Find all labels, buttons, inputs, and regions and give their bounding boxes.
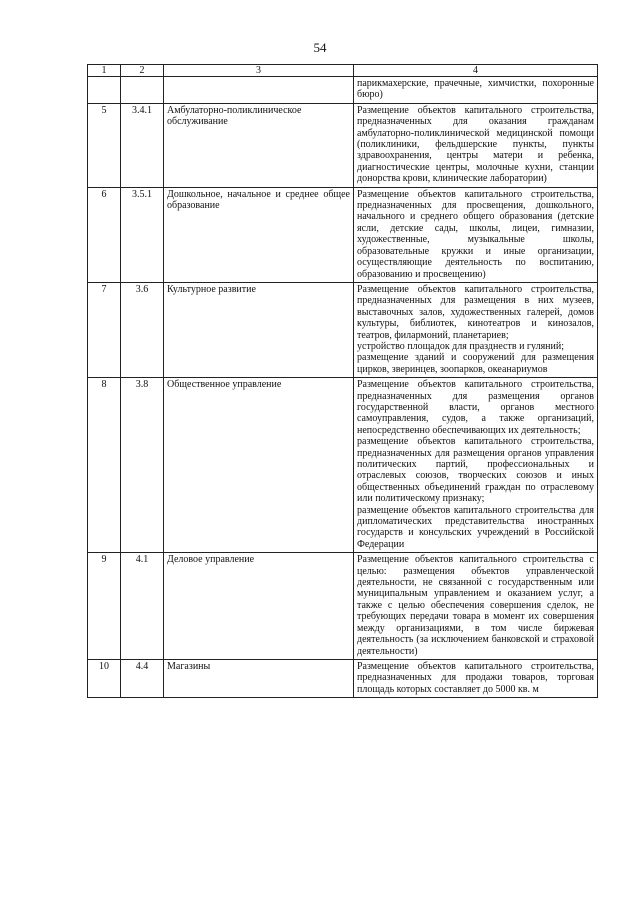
table-row [88,282,598,377]
use-name: Магазины [164,659,354,697]
row-number: 9 [88,553,121,660]
table-row [88,659,598,697]
table-row [88,103,598,187]
continuation-row [88,77,598,104]
use-code: 3.8 [121,378,164,553]
use-name: Общественное управление [164,378,354,553]
table-row [88,378,598,553]
row-number: 6 [88,187,121,282]
description-paragraph: Размещение объектов капитального строительства, предназначенных для продажи товаров, торговая площадь которых составляет до 5000 кв. м [357,660,594,695]
description-paragraph: устройство площадок для празднеств и гуляний; [357,340,565,352]
continuation-text: парикмахерские, прачечные, химчистки, похоронные бюро) [354,77,598,104]
header-cell-3: 3 [164,65,354,77]
row-number: 10 [88,659,121,697]
use-description [354,187,598,282]
row-number: 5 [88,103,121,187]
empty-cell [88,77,121,104]
use-code: 3.4.1 [121,103,164,187]
description-paragraph: Размещение объектов капитального строительства с целью: размещения объектов управленческой деятельности, не связанной с государственным или муниципальным управлением и оказанием услуг, а также с целью обеспечения совершения сделок, не требующих передачи товара в момент их совершения между организациями, в том числе биржевая деятельность (за исключением банковской и страховой деятельности) [357,554,594,657]
use-description [354,282,598,377]
description-paragraph: размещение объектов капитального строительства для дипломатических представительства иностранных государств и консульских учреждений в Российской Федерации [357,504,594,550]
page-number: 54 [313,40,327,55]
description-paragraph: Размещение объектов капитального строительства, предназначенных для размещения в них музеев, выставочных залов, художественных галерей, домов культуры, библиотек, кинотеатров и кинозалов, театров, филармоний, планетариев; [357,283,594,341]
use-code: 4.4 [121,659,164,697]
empty-cell [164,77,354,104]
use-description [354,553,598,660]
description-paragraph: Размещение объектов капитального строительства, предназначенных для размещения органов государственной власти, органов местного самоуправления, судов, а также организаций, непосредственно обеспечивающих их деятельность; [357,379,594,436]
description-paragraph: Размещение объектов капитального строительства, предназначенных для оказания гражданам амбулаторно-поликлинической медицинской помощи (поликлиники, фельдшерские пункты, пункты здравоохранения, центры матери и ребенка, диагностические центры, молочные кухни, станции донорства крови, клинические лаборатории) [357,104,594,185]
use-name: Деловое управление [164,553,354,660]
description-paragraph: размещение зданий и сооружений для размещения цирков, зверинцев, зоопарков, океанариумов [357,352,594,375]
table-body [88,65,598,698]
use-name: Культурное развитие [164,282,354,377]
use-name: Дошкольное, начальное и среднее общее образование [164,187,354,282]
header-cell-2: 2 [121,65,164,77]
table-row [88,187,598,282]
empty-cell [121,77,164,104]
land-use-table [87,64,598,698]
description-paragraph: размещение объектов капитального строительства, предназначенных для размещения органов управления политических партий, профессиональных и отраслевых союзов, творческих союзов и иных общественных объединений граждан по отраслевому или политическому признаку; [357,436,594,505]
table-row [88,553,598,660]
description-paragraph: Размещение объектов капитального строительства, предназначенных для просвещения, дошкольного, начального и среднего общего образования (детские ясли, детские сады, школы, лицеи, гимназии, художественные, музыкальные школы, образовательные кружки и иные организации, осуществляющие деятельность по воспитанию, образованию и просвещению) [357,188,594,280]
row-number: 8 [88,378,121,553]
use-name: Амбулаторно-поликлиническое обслуживание [164,103,354,187]
header-cell-4: 4 [354,65,598,77]
header-cell-1: 1 [88,65,121,77]
table-header-row [88,65,598,77]
use-code: 3.5.1 [121,187,164,282]
row-number: 7 [88,282,121,377]
use-description [354,378,598,553]
use-description [354,659,598,697]
use-code: 4.1 [121,553,164,660]
use-code: 3.6 [121,282,164,377]
use-description [354,103,598,187]
